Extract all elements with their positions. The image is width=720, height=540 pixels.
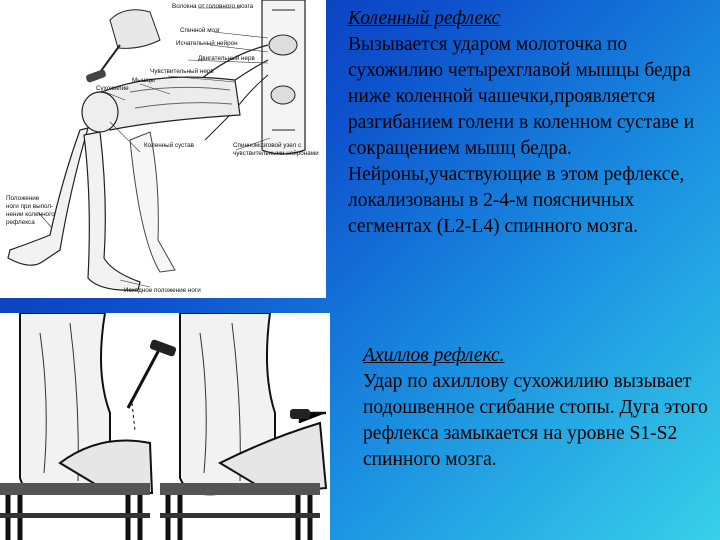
label-initial-position: Исходное положение ноги (124, 287, 201, 294)
knee-reflex-figure (0, 0, 326, 298)
label-leg-position-reflex: Положение ноги при выпол- нении коленного рефлекса (6, 195, 55, 226)
knee-reflex-diagram (0, 0, 326, 298)
achilles-reflex-figure (0, 313, 330, 540)
achilles-reflex-description: Удар по ахиллову сухожилию вызывает подошвенное сгибание стопы. Дуга этого рефлекса замыкается на уровне S1-S2 спинного мозга. (363, 371, 708, 470)
label-ganglion: Спинномозговой узел с чувствительными нейронами (233, 142, 319, 157)
knee-reflex-title: Коленный рефлекс (348, 8, 501, 29)
label-sensory-nerve: Чувствительный нерв (150, 68, 214, 75)
label-intercalary-neuron: Исчательный нейрон (176, 40, 238, 47)
label-motor-nerve: Двигательный нерв (198, 55, 255, 62)
knee-reflex-text (348, 6, 716, 240)
achilles-reflex-diagram (0, 313, 330, 540)
label-brain-pathway: Волокна от головного мозга (172, 3, 254, 10)
label-knee-joint: Коленный сустав (144, 142, 194, 149)
achilles-reflex-title: Ахиллов рефлекс. (363, 345, 505, 366)
knee-reflex-description: Вызывается ударом молоточка по сухожилию четырехглавой мышцы бедра ниже коленной чашечки,проявляется разгибанием голени в коленном суставе и сокращением мышц бедра. Нейроны,участвующие в этом рефлексе, локализованы в 2-4-м поясничных сегментах (L2-L4) спинного мозга. (348, 34, 695, 237)
label-muscles: Мышцы (132, 77, 155, 84)
label-tendon: Сухожилие (96, 85, 129, 92)
achilles-reflex-text (363, 343, 713, 473)
label-spinal-cord: Спинной мозг (180, 27, 221, 34)
